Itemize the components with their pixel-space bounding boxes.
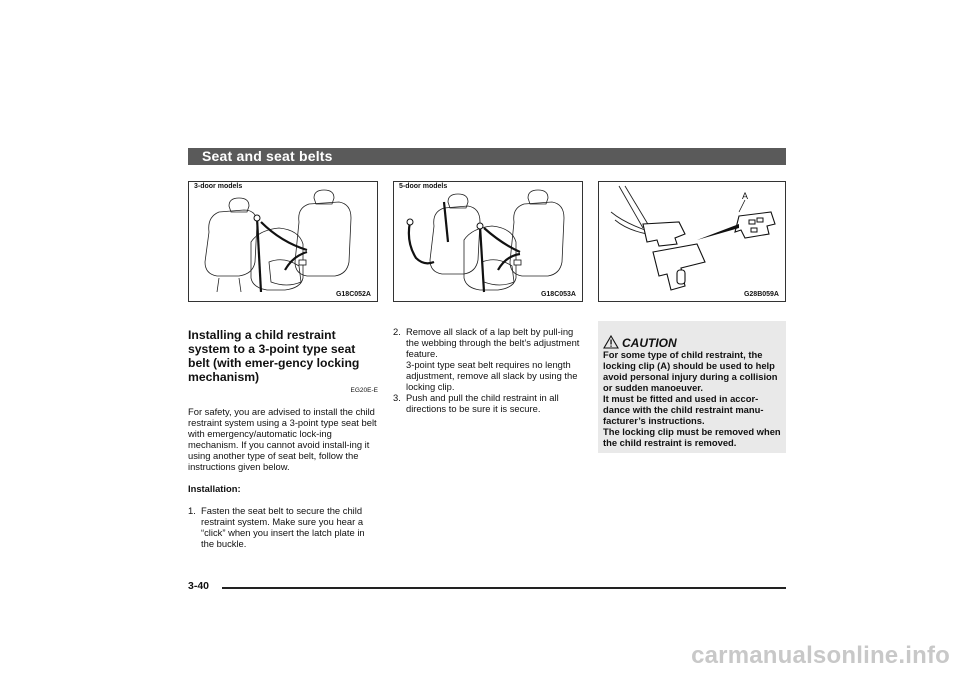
figure-3-door-models — [188, 181, 378, 302]
seat-belt-illustration-5-door — [394, 182, 584, 303]
seat-belt-illustration-3-door — [189, 182, 379, 303]
footer-rule — [222, 587, 786, 589]
step-number: 2. — [393, 326, 401, 337]
figure-locking-clip — [598, 181, 786, 302]
step-2 — [393, 326, 583, 392]
step-1 — [188, 505, 378, 549]
section-code: EG20E-E — [350, 387, 378, 394]
step-number: 1. — [188, 505, 196, 516]
figure-label: 5-door models — [399, 183, 448, 190]
callout-label-a: A — [742, 191, 749, 201]
step-text: Remove all slack of a lap belt by pull-ing the webbing through the belt’s adjustment feature. — [406, 326, 580, 359]
step-number: 3. — [393, 392, 401, 403]
section-heading: Installing a child restraint system to a 3-point type seat belt (with emer-gency locking mechanism) — [188, 328, 360, 384]
warning-triangle-icon — [603, 335, 619, 349]
step-text: Push and pull the child restraint in all directions to be sure it is secure. — [406, 392, 559, 414]
locking-clip-illustration — [599, 182, 787, 303]
column-left — [188, 328, 378, 549]
caution-text: For some type of child restraint, the locking clip (A) should be used to help avoid personal injury during a collision or sudden manoeuver. It must be fitted and used in accor-dance with the child restraint manu-facturer’s instructions. The locking clip must be removed when the child restraint is removed. — [603, 349, 781, 448]
figure-5-door-models — [393, 181, 583, 302]
step-3 — [393, 392, 583, 414]
step-subtext: 3-point type seat belt requires no length adjustment, remove all slack by using the locking clip. — [406, 359, 578, 392]
section-header-title: Seat and seat belts — [202, 148, 333, 164]
installation-label: Installation: — [188, 483, 241, 494]
figure-code: G18C052A — [335, 291, 371, 298]
page-number: 3-40 — [188, 580, 210, 592]
column-middle — [393, 326, 583, 414]
caution-box — [598, 321, 786, 453]
figure-code: G18C053A — [540, 291, 576, 298]
watermark: carmanualsonline.info — [691, 642, 950, 669]
caution-header — [603, 327, 782, 349]
step-text: Fasten the seat belt to secure the child restraint system. Make sure you hear a “click” when you insert the latch plate in the buckle. — [201, 505, 365, 549]
figure-label: 3-door models — [194, 183, 243, 190]
caution-title: CAUTION — [622, 336, 677, 350]
section-header-bar — [188, 148, 786, 165]
intro-paragraph: For safety, you are advised to install the child restraint system using a 3-point type seat belt with emergency/automatic lock-ing mechanism. If you cannot avoid install-ing it using another type of seat belt, follow the instructions given below. — [188, 406, 377, 472]
figure-code: G28B059A — [743, 291, 779, 298]
